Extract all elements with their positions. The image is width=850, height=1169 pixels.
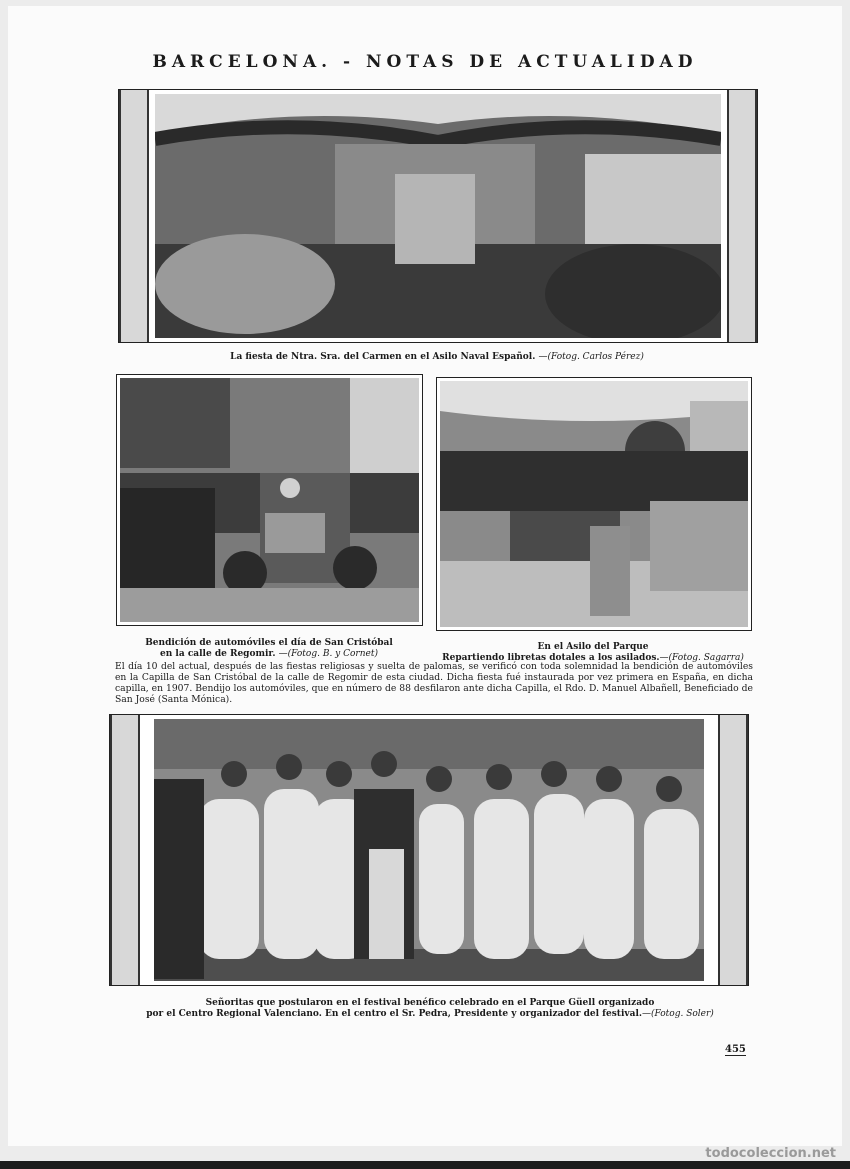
photo-senoritas-festival — [154, 719, 704, 981]
caption-bottom-line2: por el Centro Regional Valenciano. En el centro el Sr. Pedra, Presidente y organizador del festival. — [146, 1009, 642, 1019]
caption-middle-right-line2: Repartiendo libretas dotales a los asilados. — [442, 653, 660, 663]
photo-side-band-left-bottom — [110, 715, 140, 985]
caption-middle-right-line1: En el Asilo del Parque — [537, 642, 649, 652]
page-number: 455 — [725, 1044, 746, 1055]
caption-middle-left-credit: —(Fotog. B. y Cornet) — [278, 649, 378, 659]
watermark-text: todocoleccion.net — [705, 1146, 836, 1161]
photo-asilo-parque — [440, 381, 748, 627]
caption-middle-left-line2: en la calle de Regomir. — [160, 649, 276, 659]
caption-top-credit: —(Fotog. Carlos Pérez) — [538, 352, 644, 362]
page-heading: BARCELONA. - NOTAS DE ACTUALIDAD — [152, 52, 698, 72]
photo-frame-middle-left — [116, 374, 423, 626]
caption-bottom-line1: Señoritas que postularon en el festival benéfico celebrado en el Parque Güell organizado — [205, 998, 655, 1008]
photo-frame-bottom — [109, 714, 749, 986]
caption-middle-right-credit: —(Fotog. Sagarra) — [659, 653, 744, 663]
photo-frame-middle-right — [436, 377, 752, 631]
caption-top-text: La fiesta de Ntra. Sra. del Carmen en el Asilo Naval Español. — [230, 352, 536, 362]
article-paragraph: El día 10 del actual, después de las fiestas religiosas y suelta de palomas, se verificó con toda solemnidad la bendición de automóviles en la Capilla de San Cristóbal de la calle de Regomir de esta ciudad. Dicha fiesta fué instaurada por vez primera en España, en dicha capilla, en 1907. Bendijo los automóviles, que en número de 88 desfilaron ante dicha Capilla, el Rdo. D. Manuel Albañell, Beneficiado de San José (Santa Mónica). — [115, 661, 753, 705]
caption-middle-left — [104, 638, 434, 660]
caption-bottom — [80, 998, 780, 1020]
caption-top — [118, 352, 756, 363]
photo-frame-top — [118, 89, 758, 343]
photo-side-band-right — [727, 90, 757, 342]
photo-carmen-festival — [155, 94, 721, 338]
photo-side-band-right-bottom — [718, 715, 748, 985]
scan-bottom-edge — [0, 1161, 850, 1169]
caption-middle-left-line1: Bendición de automóviles el día de San Cristóbal — [145, 638, 393, 648]
caption-bottom-credit: —(Fotog. Soler) — [642, 1009, 714, 1019]
photo-side-band-left — [119, 90, 149, 342]
photo-car-blessing — [120, 378, 419, 622]
